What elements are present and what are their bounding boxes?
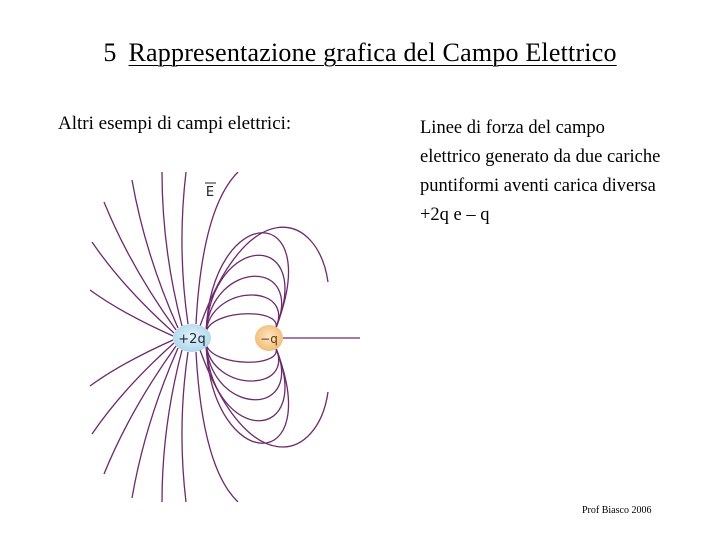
positive-charge-label: +2q xyxy=(178,332,206,347)
field-line-outward xyxy=(104,202,176,330)
field-line-outward xyxy=(90,290,173,336)
field-symbol: E xyxy=(205,185,215,200)
field-line-outer xyxy=(196,352,238,502)
description-line-3: puntiformi aventi carica diversa xyxy=(420,176,656,196)
field-line-outer xyxy=(200,227,328,326)
footer-credit: Prof Biasco 2006 xyxy=(582,505,652,516)
field-line-outward xyxy=(132,348,178,498)
field-line-outward xyxy=(90,340,173,386)
description-line-1: Linee di forza del campo xyxy=(420,118,605,138)
field-lines-svg xyxy=(88,172,368,502)
title-number: 5 xyxy=(103,38,117,67)
field-line-loop-bottom xyxy=(206,344,282,400)
description-line-2: elettrico generato da due cariche xyxy=(420,147,661,167)
title-text: Rappresentazione grafica del Campo Elettrico xyxy=(128,38,617,67)
description-text xyxy=(420,114,710,230)
left-caption: Altri esempi di campi elettrici: xyxy=(58,113,292,134)
field-line-outward xyxy=(104,346,176,474)
field-line-outward xyxy=(162,350,182,502)
negative-charge-label: −q xyxy=(260,332,278,346)
field-line-outer xyxy=(196,172,238,324)
slide-title xyxy=(0,38,720,68)
field-line-outward xyxy=(182,352,188,502)
field-lines-figure xyxy=(88,172,368,502)
field-line-outward xyxy=(162,172,182,326)
field-line-loop-bottom xyxy=(206,344,288,443)
description-line-4: +2q e – q xyxy=(420,205,490,225)
field-line-outward xyxy=(182,172,188,324)
field-line-outward xyxy=(132,180,178,328)
